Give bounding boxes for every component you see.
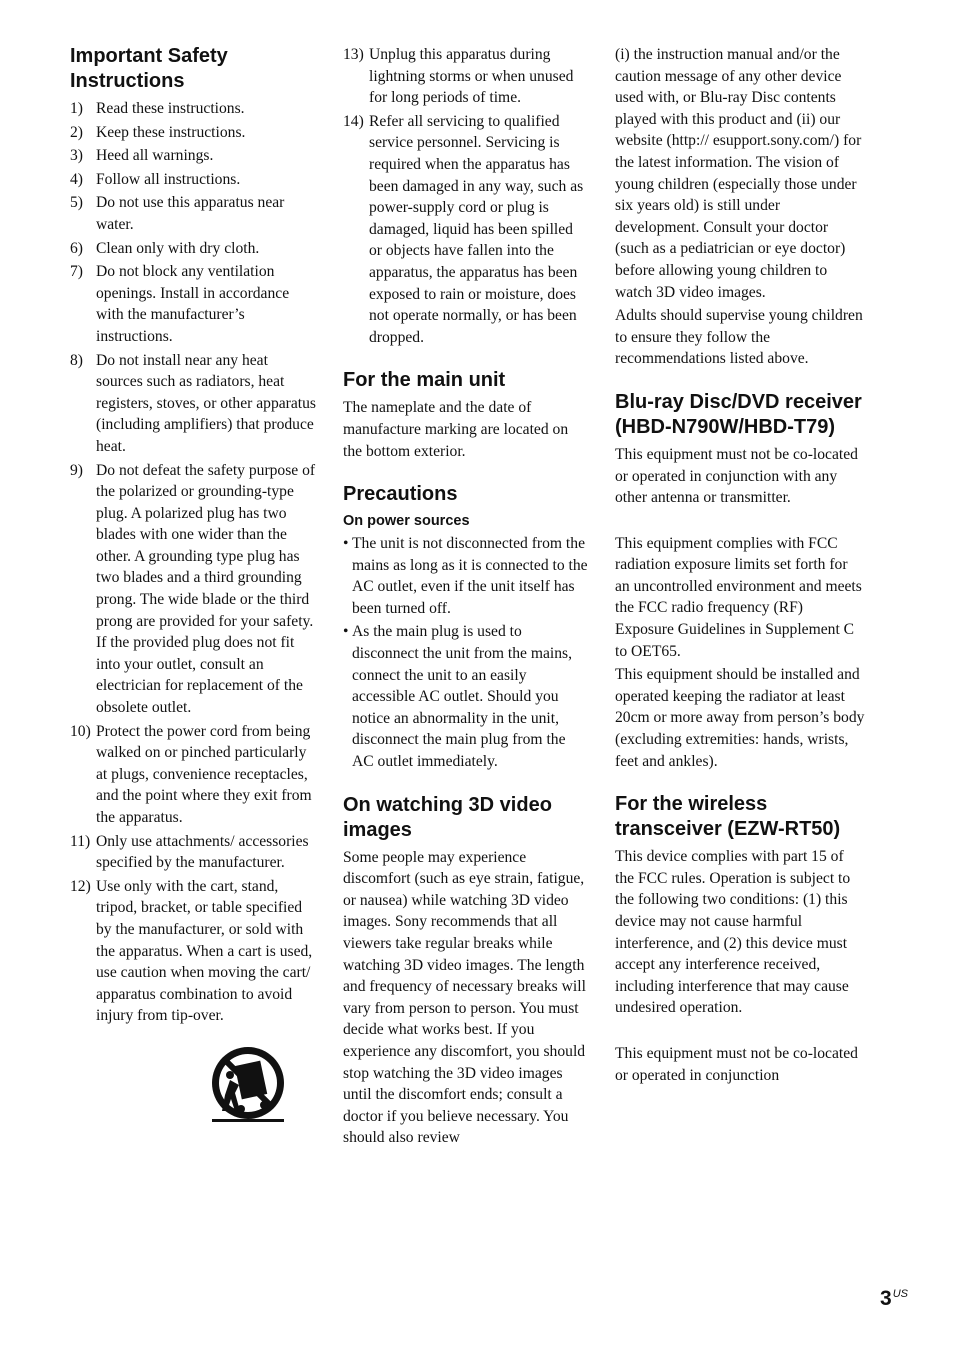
item-text: Keep these instructions. [96,123,246,141]
list-item [343,621,589,772]
item-text: Protect the power cord from being walked on or pinched particularly at plugs, convenience receptacles, and the point where they exit from the apparatus. [96,722,312,826]
list-item [70,721,318,829]
item-text: Use only with the cart, stand, tripod, bracket, or table specified by the manufacturer, or sold with the apparatus. When a cart is used, use caution when moving the cart/ apparatus combination to avoid injury from tip-over. [96,877,313,1025]
list-item [343,533,589,619]
tip-over-warning-symbol-icon [208,1045,288,1125]
item-number: 3) [70,147,83,165]
main-unit-text: The nameplate and the date of manufacture marking are located on the bottom exterior. [343,399,569,460]
item-text: Refer all servicing to qualified service personnel. Servicing is required when the apparatus has been damaged in any way, such as power-supply cord or plug is damaged, liquid has been spilled or objects have fallen into the apparatus, the apparatus has been exposed to rain or moisture, does not operate normally, or has been dropped. [369,112,584,346]
bullet: • [343,623,349,641]
list-item [70,261,318,347]
receiver-paragraph-2: This equipment complies with FCC radiation exposure limits set forth for an uncontrolled environment and meets the FCC radio frequency (RF) Exposure Guidelines in Supplement C to OET65. [615,534,862,660]
column-2 [343,44,589,1151]
wireless-paragraph-1: This device complies with part 15 of the FCC rules. Operation is subject to the following two conditions: (1) this device may not cause harmful interference, and (2) this device must accept any interference received, including interference that may cause undesired operation. [615,848,851,1017]
list-item [70,460,318,719]
item-number: 9) [70,461,83,479]
heading-important-safety: Important Safety Instructions [70,45,228,92]
bullet-text: As the main plug is used to disconnect the unit from the mains, connect the unit to an easily accessible AC outlet. Should you notice an abnormality in the unit, disconnect the main plug from the AC outlet immediately. [352,623,572,771]
heading-precautions: Precautions [343,483,458,506]
wireless-paragraph-2: This equipment must not be co-located or operated in conjunction [615,1044,858,1084]
item-text: Do not block any ventilation openings. Install in accordance with the manufacturer’s instructions. [96,263,290,345]
safety-instructions-list-continued [343,44,589,348]
column-1 [70,44,318,1125]
item-number: 1) [70,100,83,117]
item-number: 2) [70,123,83,141]
list-item [70,98,318,120]
precautions-list [343,533,589,773]
item-text: Follow all instructions. [96,170,241,188]
item-number: 7) [70,263,83,281]
section-main-unit [343,368,589,462]
receiver-paragraph-3: This equipment should be installed and operated keeping the radiator at least 20cm or more away from person’s body (excluding extremities: hands, wrists, feet and ankles). [615,666,865,770]
item-number: 12) [70,877,91,895]
receiver-paragraph-1: This equipment must not be co-located or operated in conjunction with any other antenna or transmitter. [615,445,858,507]
section-precautions [343,482,589,773]
item-text: Only use attachments/ accessories specified by the manufacturer. [96,832,309,872]
list-item [70,350,318,458]
watching-3d-text: Some people may experience discomfort (such as eye strain, fatigue, or nausea) while watching 3D video images. Sony recommends that all viewers take regular breaks while watching 3D video images. The length and frequency of necessary breaks will vary from person to person. You must decide what works best. If you experience any discomfort, you should stop watching the 3D video images until the discomfort ends; consult a doctor if you believe necessary. You should also review [343,848,586,1147]
page-number [880,1284,908,1310]
item-text: Heed all warnings. [96,147,214,165]
watching-3d-text-continued: (i) the instruction manual and/or the caution message of any other device used with, or Blu-ray Disc contents played with this product and (ii) our website (http:// esupport.sony.com/) for the latest information. The vision of young children (especially those under six years old) is still under development. Consult your doctor (such as a pediatrician or eye doctor) before allowing young children to watch 3D video images. [615,46,862,301]
item-number: 14) [343,112,364,130]
list-item [343,111,589,349]
item-text: Do not install near any heat sources such as radiators, heat registers, stoves, or other apparatus (including amplifiers) that produce heat. [96,351,316,455]
page-region-suffix: US [892,1288,908,1300]
bullet-text: The unit is not disconnected from the mains as long as it is connected to the AC outlet, even if the unit itself has been turned off. [352,535,588,617]
item-text: Read these instructions. [96,100,245,117]
page-number-value: 3 [880,1287,892,1310]
item-number: 5) [70,194,83,212]
section-receiver [615,390,865,772]
item-number: 11) [70,832,91,850]
list-item [70,831,318,874]
heading-receiver: Blu-ray Disc/DVD receiver (HBD-N790W/HBD-T79) [615,390,862,438]
subheading-power-sources: On power sources [343,513,470,530]
column-3 [615,44,865,1088]
list-item [70,122,318,144]
item-text: Do not defeat the safety purpose of the polarized or grounding-type plug. A polarized plug has two blades with one wider than the other. A grounding type plug has two blades and a third grounding prong. The wide blade or the third prong are provided for your safety. If the provided plug does not fit into your outlet, consult an electrician for replacement of the obsolete outlet. [96,461,316,717]
safety-instructions-list [70,98,318,1027]
list-item [70,876,318,1027]
watching-3d-text-adults: Adults should supervise young children to ensure they follow the recommendations listed above. [615,307,863,368]
item-number: 8) [70,351,83,369]
list-item [343,44,589,109]
list-item [70,169,318,191]
section-watching-3d [343,793,589,1149]
list-item [70,145,318,167]
item-number: 10) [70,722,91,740]
list-item [70,192,318,235]
heading-wireless: For the wireless transceiver (EZW-RT50) [615,793,841,841]
section-wireless [615,792,865,1086]
item-text: Clean only with dry cloth. [96,239,260,257]
heading-main-unit: For the main unit [343,369,506,392]
item-text: Unplug this apparatus during lightning storms or when unused for long periods of time. [369,46,574,107]
bullet: • [343,535,349,553]
item-text: Do not use this apparatus near water. [96,194,285,233]
item-number: 4) [70,170,83,188]
list-item [70,238,318,260]
heading-watching-3d: On watching 3D video images [343,793,552,841]
item-number: 13) [343,46,364,63]
item-number: 6) [70,239,83,257]
